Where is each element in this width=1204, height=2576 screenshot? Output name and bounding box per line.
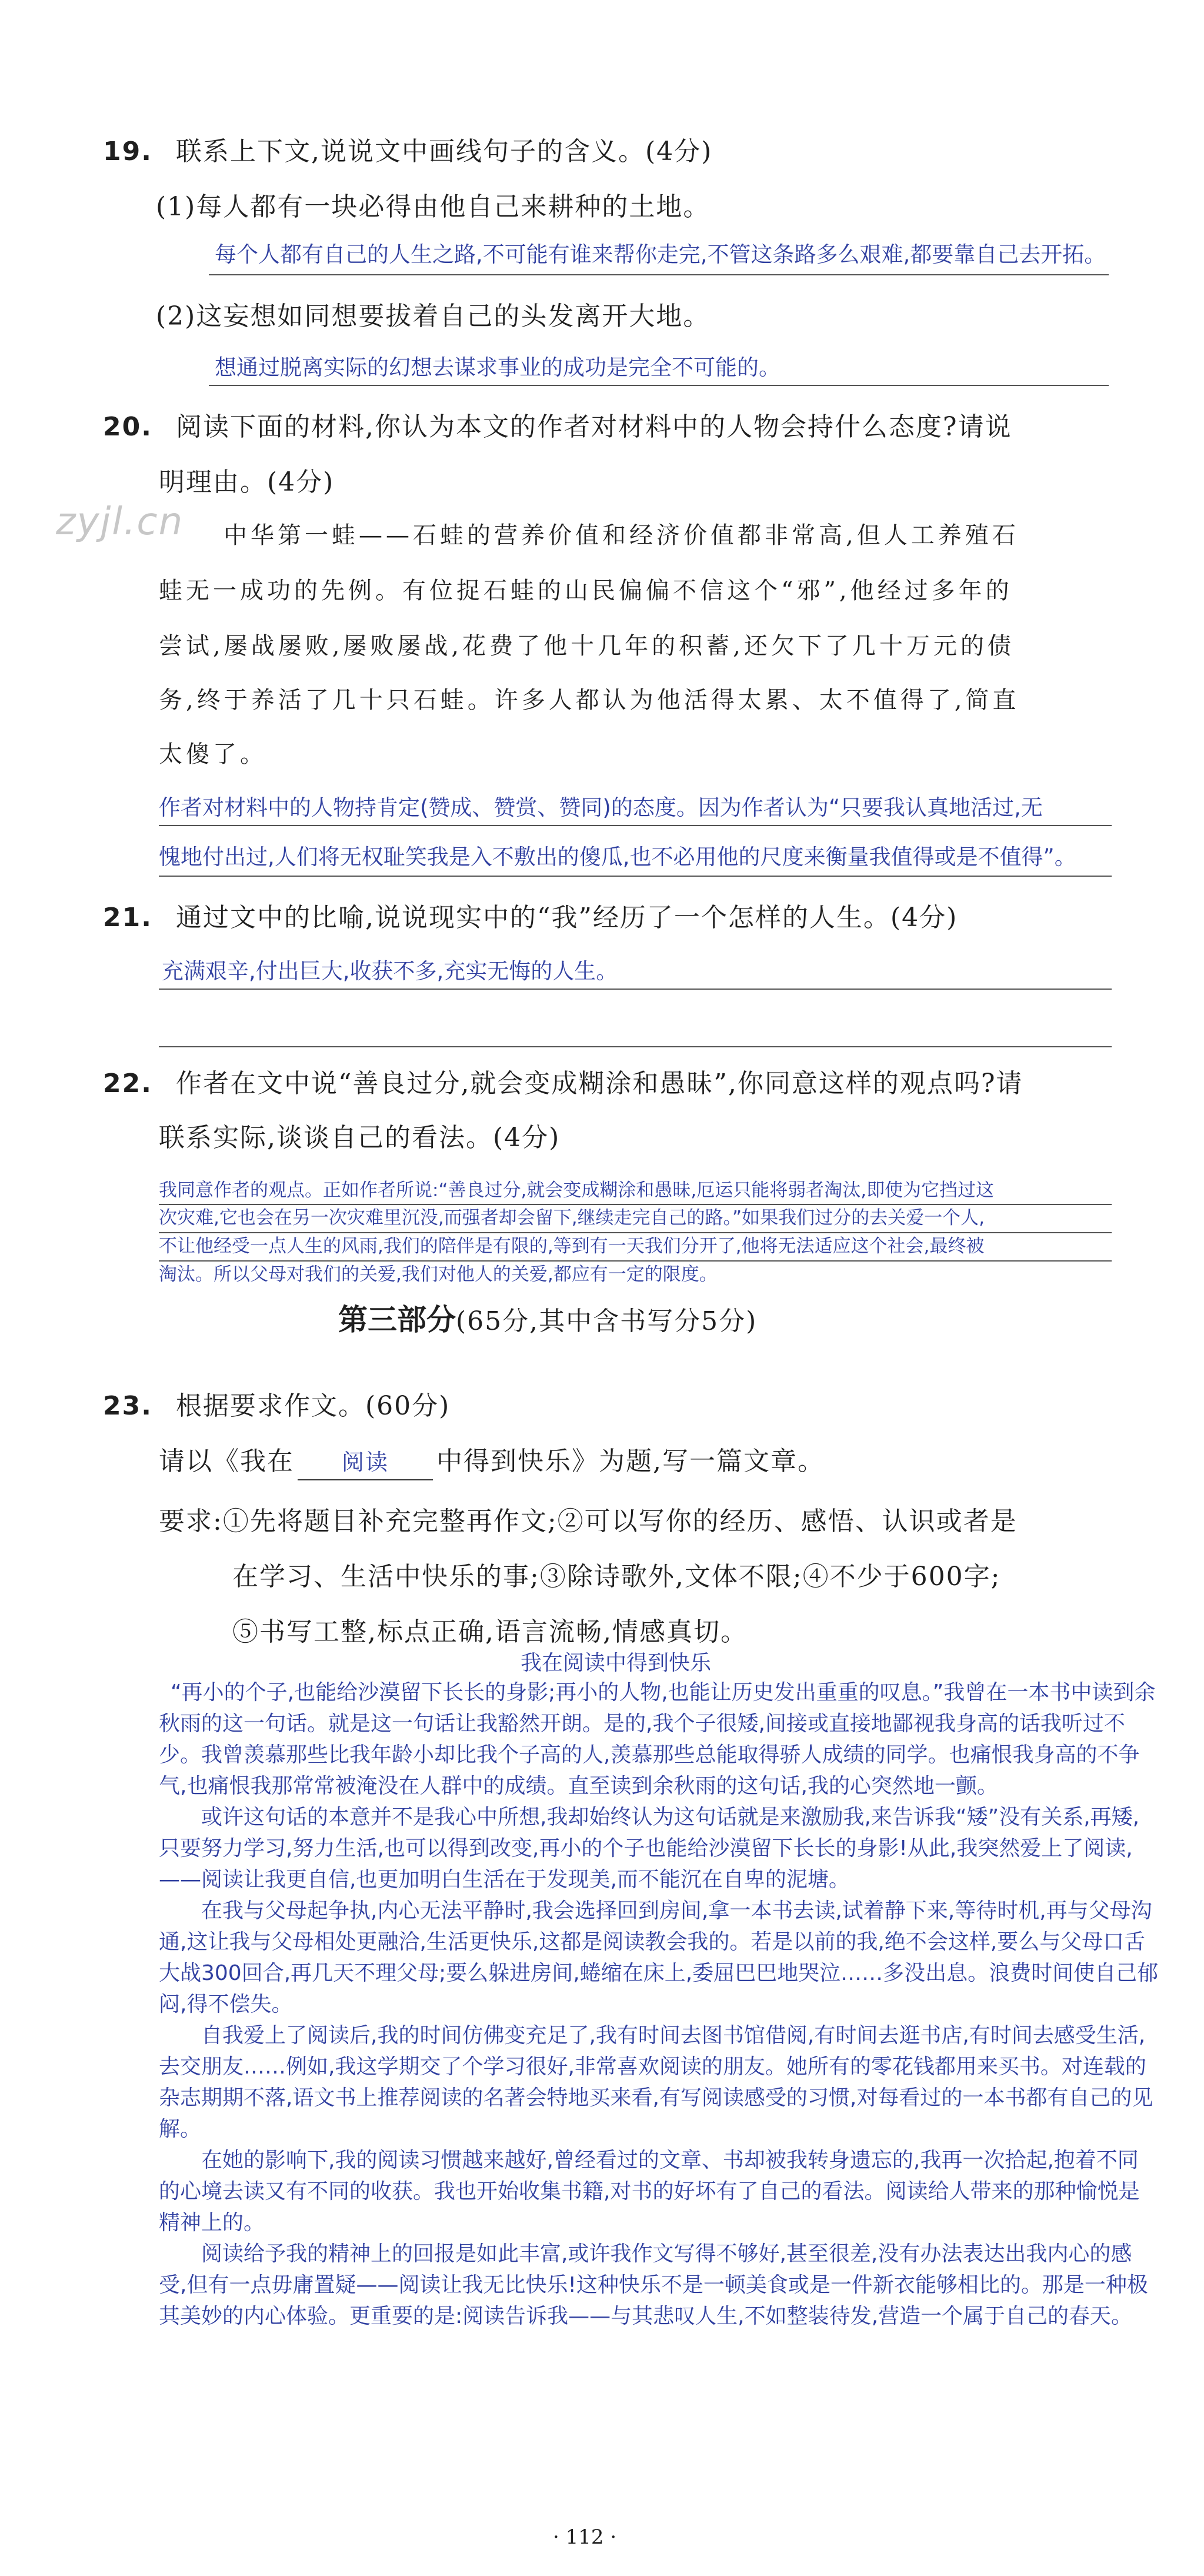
answer-line bbox=[159, 1046, 1112, 1047]
question-23 bbox=[103, 1389, 450, 1424]
watermark: zyjl.cn bbox=[56, 500, 184, 544]
material-line: 务,终于养活了几十只石蛙。许多人都认为他活得太累、太不值得了,简直 bbox=[159, 687, 1020, 714]
essay-paragraph: 在我与父母起争执,内心无法平静时,我会选择回到房间,拿一本书去读,试着静下来,等待时机,再与父母沟通,这让我与父母相处更融洽,生活更快乐,这都是阅读教会我的。若是以前的我,绝不会这样,要么与父母口舌大战300回合,再几天不理父母;要么躲进房间,蜷缩在床上,委屈巴巴地哭泣……多没出息。浪费时间使自己郁闷,得不偿失。 bbox=[159, 1899, 1159, 2016]
question-22 bbox=[103, 1066, 1023, 1101]
q19-answer2: 想通过脱离实际的幻想去谋求事业的成功是完全不可能的。 bbox=[215, 355, 781, 380]
essay-paragraph: 阅读给予我的精神上的回报是如此丰富,或许我作文写得不够好,甚至很差,没有办法表达出我内心的感受,但有一点毋庸置疑——阅读让我无比快乐!这种快乐不是一顿美食或是一件新衣能够相比的。那是一种极其美妙的内心体验。更重要的是:阅读告诉我——与其悲叹人生,不如整装待发,营造一个属于自己的春天。 bbox=[159, 2242, 1148, 2328]
q20-answer-line1: 作者对材料中的人物持肯定(赞成、赞赏、赞同)的态度。因为作者认为“只要我认真地活过,无 bbox=[159, 795, 1043, 820]
material-line: 太傻了。 bbox=[159, 741, 267, 768]
answer-line bbox=[159, 1232, 1112, 1233]
question-number: 21. bbox=[103, 903, 152, 933]
question-number: 23. bbox=[103, 1391, 152, 1421]
q21-answer: 充满艰辛,付出巨大,收获不多,充实无悔的人生。 bbox=[162, 958, 618, 984]
q19-sub2: (2)这妄想如同想要拔着自己的头发离开大地。 bbox=[156, 301, 711, 331]
essay-body bbox=[159, 1677, 1159, 2332]
question-20 bbox=[103, 410, 1012, 445]
requirements-line2: 在学习、生活中快乐的事;③除诗歌外,文体不限;④不少于600字; bbox=[232, 1562, 1001, 1592]
q20-answer-line2: 愧地付出过,人们将无权耻笑我是入不敷出的傻瓜,也不必用他的尺度来衡量我值得或是不值得”。 bbox=[159, 844, 1076, 870]
essay-paragraph: “再小的个子,也能给沙漠留下长长的身影;再小的人物,也能让历史发出重重的叹息。”我曾在一本书中读到余秋雨的这一句话。就是这一句话让我豁然开朗。是的,我个子很矮,间接或直接地鄙视我身高的话我听过不少。我曾羡慕那些比我年龄小却比我个子高的人,羡慕那些总能取得骄人成绩的同学。也痛恨我身高的不争气,也痛恨我那常常被淹没在人群中的成绩。直至读到余秋雨的这句话,我的心突然地一颤。 bbox=[159, 1680, 1156, 1798]
q22-answer-line: 我同意作者的观点。正如作者所说:“善良过分,就会变成糊涂和愚昧,厄运只能将弱者淘汰,即使为它挡过这 bbox=[159, 1180, 995, 1201]
answer-line bbox=[159, 1260, 1112, 1262]
essay-title-line bbox=[159, 1444, 825, 1480]
essay-paragraph: 或许这句话的本意并不是我心中所想,我却始终认为这句话就是来激励我,来告诉我“矮”没有关系,再矮,只要努力学习,努力生活,也可以得到改变,再小的个子也能给沙漠留下长长的身影!从此,我突然爱上了阅读,——阅读让我更自信,也更加明白生活在于发现美,而不能沉在自卑的泥塘。 bbox=[159, 1805, 1140, 1892]
answer-line bbox=[159, 989, 1112, 990]
section-heading bbox=[338, 1299, 757, 1342]
question-prompt-cont: 联系实际,谈谈自己的看法。(4分) bbox=[159, 1123, 561, 1153]
page-number: · 112 · bbox=[553, 2525, 617, 2549]
answer-line bbox=[159, 876, 1112, 877]
question-21 bbox=[103, 900, 958, 936]
title-blank-answer: 阅读 bbox=[341, 1449, 389, 1475]
question-prompt: 通过文中的比喻,说说现实中的“我”经历了一个怎样的人生。(4分) bbox=[175, 903, 958, 933]
question-number: 19. bbox=[103, 137, 152, 167]
essay-paragraph: 在她的影响下,我的阅读习惯越来越好,曾经看过的文章、书却被我转身遗忘的,我再一次拾起,抱着不同的心境去读又有不同的收获。我也开始收集书籍,对书的好坏有了自己的看法。阅读给人带来的那种愉悦是精神上的。 bbox=[159, 2148, 1140, 2235]
material-line: 蛙无一成功的先例。有位捉石蛙的山民偏偏不信这个“邪”,他经过多年的 bbox=[159, 577, 1013, 604]
question-number: 20. bbox=[103, 412, 152, 442]
title-suffix: 中得到快乐》为题,写一篇文章。 bbox=[436, 1446, 825, 1476]
q19-sub1: (1)每人都有一块必得由他自己来耕种的土地。 bbox=[156, 192, 711, 222]
question-prompt: 阅读下面的材料,你认为本文的作者对材料中的人物会持什么态度?请说 bbox=[175, 412, 1012, 442]
answer-line bbox=[209, 385, 1109, 386]
section-title: 第三部分 bbox=[338, 1303, 456, 1337]
q22-answer-line: 次灾难,它也会在另一次灾难里沉没,而强者却会留下,继续走完自己的路。”如果我们过分的去关爱一个人, bbox=[159, 1207, 985, 1229]
answer-line bbox=[209, 274, 1109, 275]
title-blank bbox=[298, 1444, 433, 1480]
question-prompt: 联系上下文,说说文中画线句子的含义。(4分) bbox=[175, 137, 713, 167]
answer-line bbox=[159, 825, 1112, 826]
essay-paragraph: 自我爱上了阅读后,我的时间仿佛变充足了,我有时间去图书馆借阅,有时间去逛书店,有时间去感受生活,去交朋友……例如,我这学期交了个学习很好,非常喜欢阅读的朋友。她所有的零花钱都用来买书。对连载的杂志期期不落,语文书上推荐阅读的名著会特地买来看,有写阅读感受的习惯,对每看过的一本书都有自己的见解。 bbox=[159, 2023, 1153, 2141]
question-prompt: 根据要求作文。(60分) bbox=[175, 1391, 451, 1421]
q22-answer-line: 不让他经受一点人生的风雨,我们的陪伴是有限的,等到有一天我们分开了,他将无法适应这个社会,最终被 bbox=[159, 1236, 985, 1257]
essay-title: 我在阅读中得到快乐 bbox=[521, 1651, 712, 1675]
answer-line bbox=[159, 1204, 1112, 1205]
question-prompt: 作者在文中说“善良过分,就会变成糊涂和愚昧”,你同意这样的观点吗?请 bbox=[175, 1069, 1023, 1099]
requirements-line1: 要求:①先将题目补充完整再作文;②可以写你的经历、感悟、认识或者是 bbox=[159, 1506, 1018, 1536]
q22-answer-line: 淘汰。所以父母对我们的关爱,我们对他人的关爱,都应有一定的限度。 bbox=[159, 1264, 718, 1285]
question-number: 22. bbox=[103, 1069, 152, 1099]
section-note: (65分,其中含书写分5分) bbox=[456, 1306, 758, 1336]
question-19 bbox=[103, 134, 712, 169]
q19-answer1: 每个人都有自己的人生之路,不可能有谁来帮你走完,不管这条路多么艰难,都要靠自己去开拓。 bbox=[215, 242, 1106, 267]
requirements-line3: ⑤书写工整,标点正确,语言流畅,情感真切。 bbox=[232, 1617, 748, 1647]
material-line: 尝试,屡战屡败,屡败屡战,花费了他十几年的积蓄,还欠下了几十万元的债 bbox=[159, 633, 1015, 660]
title-prefix: 请以《我在 bbox=[159, 1446, 294, 1476]
question-prompt-cont: 明理由。(4分) bbox=[159, 467, 335, 497]
material-line: 中华第一蛙——石蛙的营养价值和经济价值都非常高,但人工养殖石 bbox=[224, 522, 1019, 549]
